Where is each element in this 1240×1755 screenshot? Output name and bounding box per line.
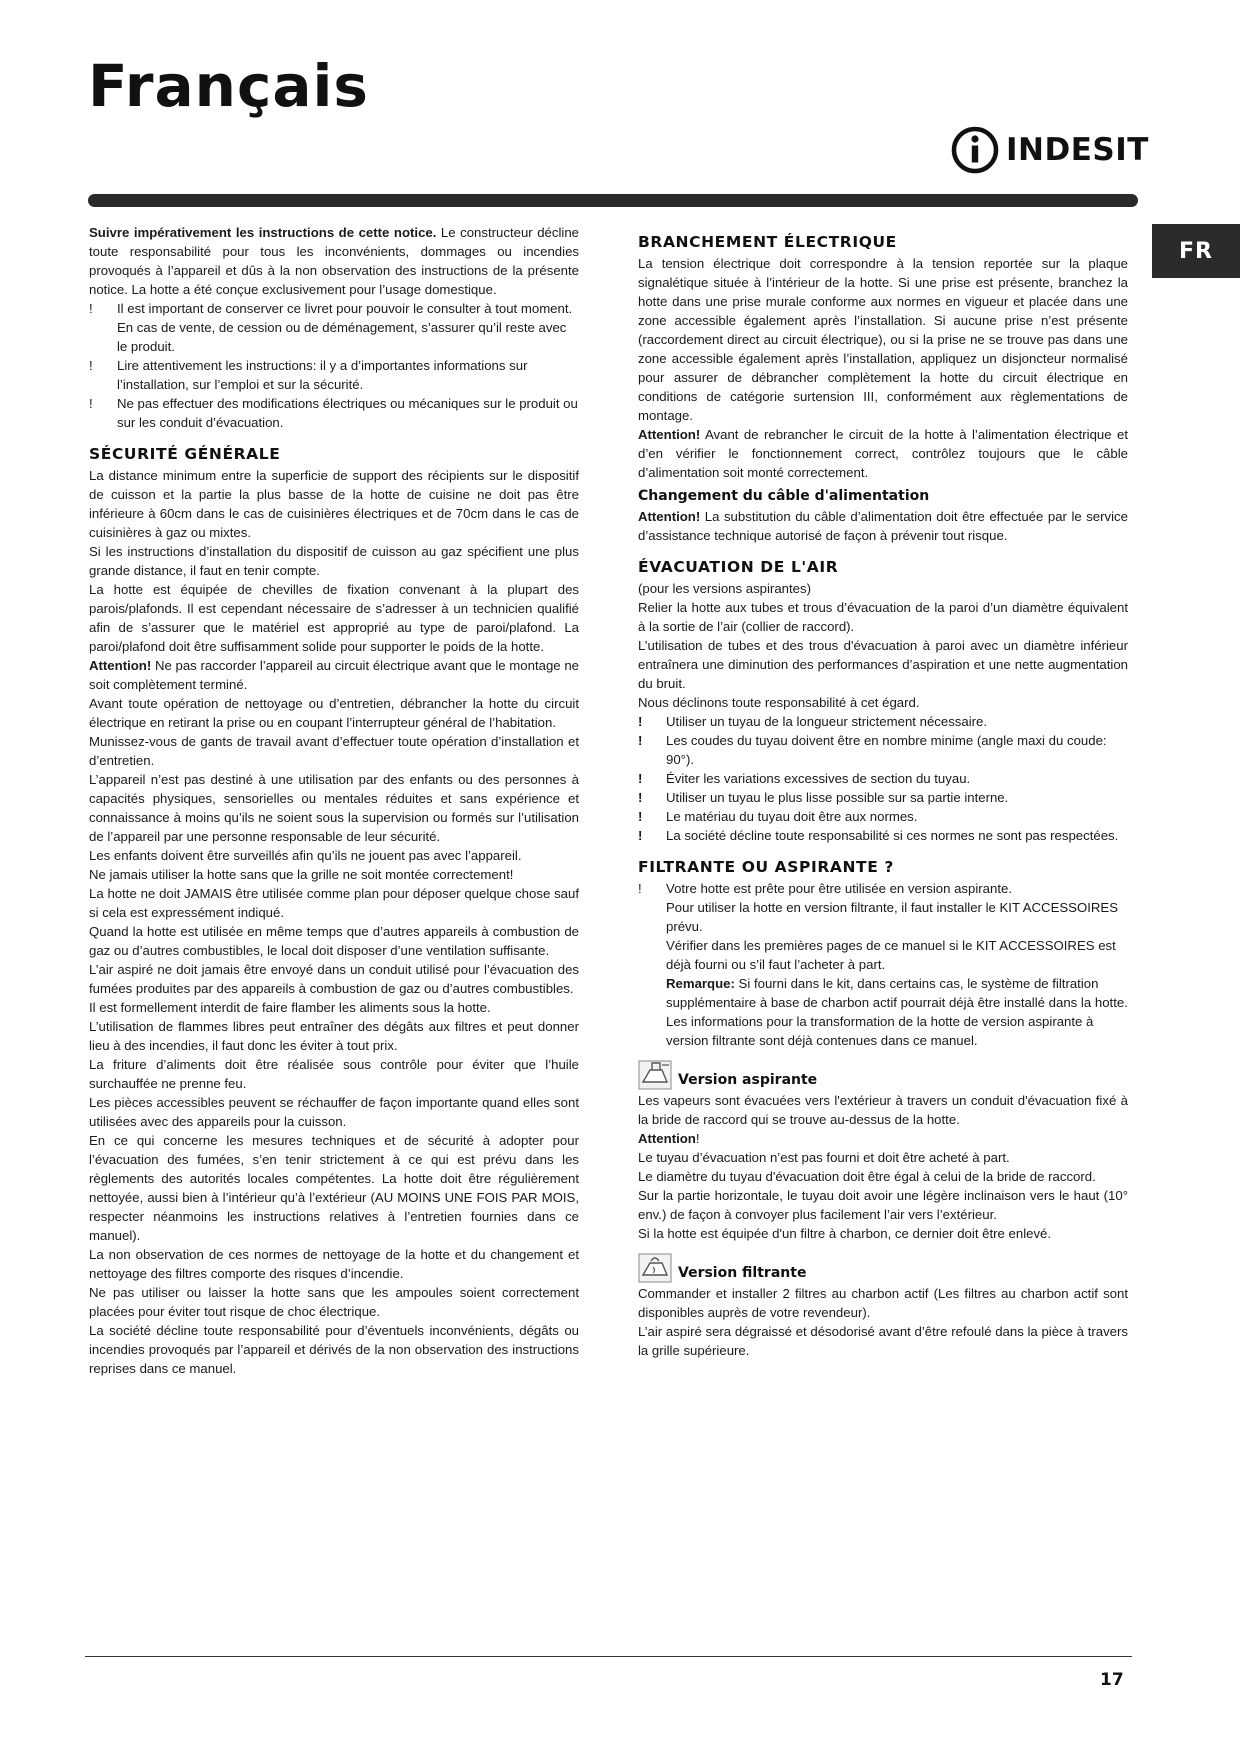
section-title-evacuation: ÉVACUATION DE L'AIR: [638, 558, 839, 576]
paragraph: L’appareil n’est pas destiné à une utilisation par des enfants ou des personnes à capacités physiques, sensorielles ou mentales réduites et sans expérience et connaissance à moins qu’ils ne soient sous la supervision ou formés sur l’utilisation de l’appareil par une personne responsable de leur sécurité.: [89, 772, 579, 844]
paragraph: Vérifier dans les premières pages de ce manuel si le KIT ACCESSOIRES est déjà fourni ou s’il faut l’acheter à part.: [666, 938, 1116, 972]
list-item: ! Les coudes du tuyau doivent être en nombre minime (angle maxi du coude: 90°).: [638, 733, 1107, 767]
paragraph: Relier la hotte aux tubes et trous d’évacuation de la paroi d’un diamètre équivalent à la sortie de l’air (collier de raccord).: [638, 600, 1128, 634]
paragraph: Munissez-vous de gants de travail avant d’effectuer toute opération d’installation et d’entretien.: [89, 734, 579, 768]
paragraph: La hotte ne doit JAMAIS être utilisée comme plan pour déposer quelque chose sauf si cela est expressément indiqué.: [89, 886, 579, 920]
remarque-label: Remarque:: [666, 976, 735, 991]
paragraph: La hotte est équipée de chevilles de fixation convenant à la plupart des parois/plafonds. Il est cependant nécessaire de s’adresser à un technicien qualifié afin de s’assurer que le matériel est approprié au type de paroi/plafond. La paroi/plafond doit être suffisamment solide pour supporter le poids de la hotte.: [89, 582, 579, 654]
paragraph: Attention! La substitution du câble d’alimentation doit être effectuée par le service d’assistance technique autorisé de façon à prévenir tout risque.: [638, 509, 1128, 543]
attention-label: Attention: [638, 1131, 696, 1146]
section-title-version-aspirante: Version aspirante: [678, 1072, 818, 1088]
paragraph: Les vapeurs sont évacuées vers l'extérieur à travers un conduit d'évacuation fixé à la bride de raccord qui se trouve au-dessus de la hotte.: [638, 1093, 1128, 1127]
header-divider-bar: [88, 194, 1138, 207]
paragraph: Attention! Ne pas raccorder l’appareil au circuit électrique avant que le montage ne soit complètement terminé.: [89, 658, 579, 692]
paragraph: La friture d’aliments doit être réalisée sous contrôle pour éviter que l’huile surchauffée ne prenne feu.: [89, 1057, 579, 1091]
paragraph: L’air aspiré ne doit jamais être envoyé dans un conduit utilisé pour l’évacuation des fumées produites par des appareils à combustion de gaz ou d’autres combustibles.: [89, 962, 579, 996]
paragraph: Le diamètre du tuyau d'évacuation doit être égal à celui de la bride de raccord.: [638, 1169, 1096, 1184]
paragraph: Ne pas utiliser ou laisser la hotte sans que les ampoules soient correctement placées pour éviter tout risque de choc électrique.: [89, 1285, 579, 1319]
paragraph: (pour les versions aspirantes): [638, 581, 811, 596]
attention-label: Attention!: [89, 658, 152, 673]
paragraph: La société décline toute responsabilité pour d’éventuels inconvénients, dégâts ou incendies provoqués par l’appareil et dérivés de la non observation des instructions reprises dans ce manuel.: [89, 1323, 579, 1376]
paragraph: L’air aspiré sera dégraissé et désodorisé avant d’être refoulé dans la pièce à travers la grille supérieure.: [638, 1324, 1128, 1358]
filtrante-details: [666, 898, 1128, 1050]
exhaust-hood-icon: [638, 1060, 672, 1090]
paragraph: Pour utiliser la hotte en version filtrante, il faut installer le KIT ACCESSOIRES prévu.: [666, 900, 1118, 934]
paragraph: Il est formellement interdit de faire flamber les aliments sous la hotte.: [89, 1000, 491, 1015]
filtrante-bullets: [638, 879, 1128, 898]
paragraph: Nous déclinons toute responsabilité à cet égard.: [638, 695, 920, 710]
language-tab: FR: [1152, 224, 1240, 278]
paragraph: Les pièces accessibles peuvent se réchauffer de façon importante quand elles sont utilisées avec des appareils pour la cuisson.: [89, 1095, 579, 1129]
paragraph: Attention! Avant de rebrancher le circuit de la hotte à l’alimentation électrique et d’en vérifier le fonctionnement correct, contrôlez toujours que le câble d’alimentation soit monté correctement.: [638, 427, 1128, 480]
footer-divider: [85, 1656, 1132, 1657]
paragraph: En ce qui concerne les mesures techniques et de sécurité à adopter pour l’évacuation des fumées, s’en tenir strictement à ce qui est prévu dans les règlements des autorités locales compétentes. La hotte doit être régulièrement nettoyée, aussi bien à l’intérieur qu’à l’extérieur (AU MOINS UNE FOIS PAR MOIS, respecter néanmoins les instructions relatives à l’entretien fournies dans ce manuel).: [89, 1133, 579, 1243]
paragraph: Attention!: [638, 1131, 700, 1146]
list-item: ! Le matériau du tuyau doit être aux normes.: [638, 809, 918, 824]
list-item: ! Utiliser un tuyau de la longueur strictement nécessaire.: [638, 714, 988, 729]
paragraph: Si les instructions d’installation du dispositif de cuisson au gaz spécifient une plus grande distance, il faut en tenir compte.: [89, 544, 579, 578]
paragraph: La non observation de ces normes de nettoyage de la hotte et du changement et nettoyage des filtres comporte des risques d’incendie.: [89, 1247, 579, 1281]
paragraph: Le tuyau d’évacuation n’est pas fourni et doit être acheté à part.: [638, 1150, 1010, 1165]
section-title-version-filtrante: Version filtrante: [678, 1265, 807, 1281]
filter-hood-icon: [638, 1253, 672, 1283]
paragraph: La tension électrique doit correspondre à la tension reportée sur la plaque signalétique située à l’intérieur de la hotte. Si une prise est présente, branchez la hotte dans une prise murale conforme aux normes en vigueur et placée dans une zone accessible également après l’installation. Si aucune prise n’est présente (raccordement direct au circuit électrique), ou si la prise ne se trouve pas dans une zone accessible également après l’installation, appliquez un disjoncteur normalisé pour assurer de débrancher complètement la hotte du circuit électrique en conditions de catégorie surtension III, conformément aux règlementations de montage.: [638, 256, 1128, 423]
version-aspirante-heading: [638, 1060, 1128, 1090]
intro-rest: Le constructeur décline toute responsabilité pour tous les inconvénients, dommages ou incendies provoqués à l’appareil et dûs à la non observation des instructions de la présente notice. La hotte a été conçue exclusivement pour l’usage domestique.: [89, 225, 579, 297]
version-filtrante-heading: [638, 1253, 1128, 1283]
list-item: ! La société décline toute responsabilité si ces normes ne sont pas respectées.: [638, 828, 1119, 843]
right-column: [638, 232, 1128, 1360]
list-item: ! Votre hotte est prête pour être utilisée en version aspirante.: [638, 881, 1013, 896]
page-title: Français: [88, 52, 369, 120]
attention-label: Attention!: [638, 427, 701, 442]
list-item: ! Ne pas effectuer des modifications électriques ou mécaniques sur le produit ou sur les conduit d’évacuation.: [89, 396, 578, 430]
paragraph: Remarque: Si fourni dans le kit, dans certains cas, le système de filtration supplémentaire à base de charbon actif pourrait déjà être installé dans la hotte.: [666, 976, 1128, 1010]
list-item: ! Utiliser un tuyau le plus lisse possible sur sa partie interne.: [638, 790, 1009, 805]
paragraph: Sur la partie horizontale, le tuyau doit avoir une légère inclinaison vers le haut (10° env.) de façon à convoyer plus facilement l’air vers l’extérieur.: [638, 1188, 1128, 1222]
paragraph: Commander et installer 2 filtres au charbon actif (Les filtres au charbon actif sont disponibles auprès de votre revendeur).: [638, 1286, 1128, 1320]
section-title-securite: SÉCURITÉ GÉNÉRALE: [89, 445, 281, 463]
evacuation-bullets: [638, 712, 1128, 845]
list-item: ! Il est important de conserver ce livret pour pouvoir le consulter à tout moment. En cas de vente, de cession ou de déménagement, s’assurer qu’il reste avec le produit.: [89, 301, 573, 354]
paragraph: Avant toute opération de nettoyage ou d’entretien, débrancher la hotte du circuit électrique en retirant la prise ou en coupant l’interrupteur général de l’habitation.: [89, 696, 579, 730]
section-title-branchement: BRANCHEMENT ÉLECTRIQUE: [638, 233, 897, 251]
attention-label: Attention!: [638, 509, 701, 524]
brand-name: INDESIT: [1006, 132, 1149, 168]
section-title-cable: Changement du câble d'alimentation: [638, 488, 930, 504]
section-title-filtrante: FILTRANTE OU ASPIRANTE ?: [638, 858, 894, 876]
indesit-logo-icon: [950, 125, 1000, 175]
paragraph: Ne jamais utiliser la hotte sans que la grille ne soit montée correctement!: [89, 867, 514, 882]
paragraph: Les informations pour la transformation de la hotte de version aspirante à version filtrante sont déjà contenues dans ce manuel.: [666, 1014, 1094, 1048]
intro-bold: Suivre impérativement les instructions de cette notice.: [89, 225, 437, 240]
intro-paragraph: [89, 223, 579, 299]
paragraph: L’utilisation de tubes et des trous d'évacuation à paroi avec un diamètre inférieur entraînera une diminution des performances d’aspiration et une nette augmentation du bruit.: [638, 638, 1128, 691]
intro-bullets: [89, 299, 579, 432]
list-item: ! Éviter les variations excessives de section du tuyau.: [638, 771, 971, 786]
page-number: 17: [1100, 1670, 1124, 1690]
paragraph: L’utilisation de flammes libres peut entraîner des dégâts aux filtres et peut donner lieu à des incendies, il faut donc les éviter à tout prix.: [89, 1019, 579, 1053]
paragraph: Les enfants doivent être surveillés afin qu’ils ne jouent pas avec l’appareil.: [89, 848, 522, 863]
left-column: [89, 223, 579, 1378]
brand-logo: [950, 125, 1149, 175]
paragraph: La distance minimum entre la superficie de support des récipients sur le dispositif de cuisson et la partie la plus basse de la hotte de cuisine ne doit pas être inférieure à 60cm dans le cas de cuisinières électriques et de 70cm dans le cas de cuisinières à gaz ou mixtes.: [89, 468, 579, 540]
paragraph: Quand la hotte est utilisée en même temps que d’autres appareils à combustion de gaz ou d’autres combustibles, le local doit disposer d’une ventilation suffisante.: [89, 924, 579, 958]
paragraph: Si la hotte est équipée d'un filtre à charbon, ce dernier doit être enlevé.: [638, 1226, 1052, 1241]
list-item: ! Lire attentivement les instructions: il y a d’importantes informations sur l’installation, sur l’emploi et sur la sécurité.: [89, 358, 528, 392]
